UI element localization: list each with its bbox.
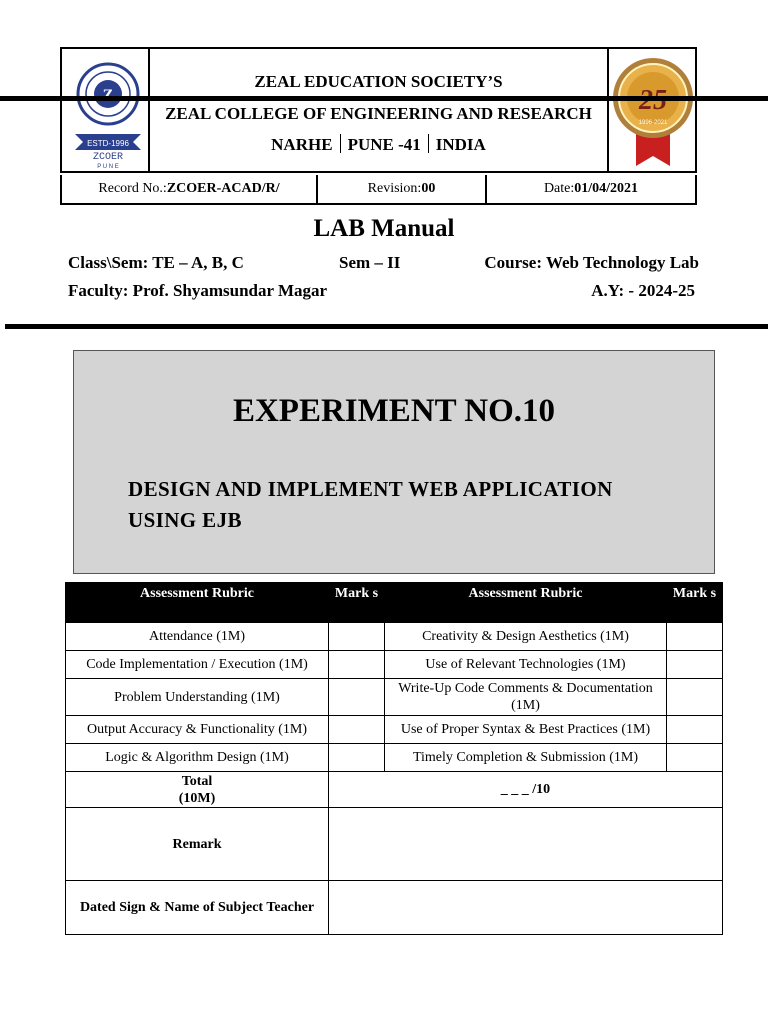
- total-value[interactable]: _ _ _ /10: [329, 772, 723, 808]
- marks-cell[interactable]: [667, 651, 723, 679]
- total-row: [66, 772, 723, 808]
- address-city: PUNE -41: [347, 135, 421, 154]
- marks-cell[interactable]: [667, 623, 723, 651]
- marks-cell[interactable]: [667, 679, 723, 716]
- address-separator: [428, 134, 429, 153]
- academic-year: A.Y: - 2024-25: [591, 281, 695, 300]
- table-row: [66, 716, 723, 744]
- column-header-rubric: Assessment Rubric: [66, 583, 329, 623]
- section-rule: [5, 324, 768, 329]
- rubric-item: Creativity & Design Aesthetics (1M): [385, 623, 667, 651]
- table-row: [66, 744, 723, 772]
- anniversary-badge-icon: [610, 48, 696, 170]
- table-row: [66, 623, 723, 651]
- college-address: [150, 134, 607, 155]
- column-header-marks: Mark s: [667, 583, 723, 623]
- faculty-name: Faculty: Prof. Shyamsundar Magar: [68, 281, 328, 300]
- signature-cell[interactable]: [329, 881, 723, 935]
- experiment-subtitle: [128, 474, 688, 536]
- rubric-item: Use of Proper Syntax & Best Practices (1M): [385, 716, 667, 744]
- class-sem: Class\Sem: TE – A, B, C: [68, 253, 244, 272]
- marks-cell[interactable]: [329, 716, 385, 744]
- experiment-box: [73, 350, 715, 574]
- svg-text:ESTD-1996: ESTD-1996: [87, 139, 129, 148]
- address-separator: [340, 134, 341, 153]
- column-header-marks: Mark s: [329, 583, 385, 623]
- marks-cell[interactable]: [329, 651, 385, 679]
- society-name: ZEAL EDUCATION SOCIETY’S: [254, 72, 503, 91]
- rubric-item: Logic & Algorithm Design (1M): [66, 744, 329, 772]
- semester: Sem – II: [339, 253, 401, 272]
- marks-cell[interactable]: [667, 744, 723, 772]
- rubric-item: Timely Completion & Submission (1M): [385, 744, 667, 772]
- badge-cell: [607, 47, 697, 173]
- svg-text:1996-2021: 1996-2021: [638, 120, 668, 126]
- column-header-rubric: Assessment Rubric: [385, 583, 667, 623]
- rubric-item: Problem Understanding (1M): [66, 679, 329, 716]
- svg-text:P U N E: P U N E: [97, 164, 119, 170]
- table-row: [66, 679, 723, 716]
- assessment-rubric-table: [65, 582, 723, 935]
- rubric-item: Output Accuracy & Functionality (1M): [66, 716, 329, 744]
- header-rule: [0, 96, 768, 101]
- record-date: Date: 01/04/2021: [543, 181, 639, 196]
- experiment-subtitle-line2: USING EJB: [128, 508, 242, 532]
- address-area: NARHE: [271, 135, 333, 154]
- remark-row: [66, 808, 723, 881]
- table-row: [66, 651, 723, 679]
- record-number: Record No.: ZCOER-ACAD/R/: [62, 175, 318, 203]
- table-header-row: [66, 583, 723, 623]
- course-name: Course: Web Technology Lab: [484, 253, 699, 272]
- marks-cell[interactable]: [329, 744, 385, 772]
- rubric-item: Attendance (1M): [66, 623, 329, 651]
- rubric-item: Code Implementation / Execution (1M): [66, 651, 329, 679]
- total-label: Total (10M): [66, 772, 329, 808]
- experiment-title: EXPERIMENT NO.10: [232, 393, 556, 429]
- svg-text:ZCOER: ZCOER: [92, 152, 124, 163]
- address-country: INDIA: [435, 135, 486, 154]
- marks-cell[interactable]: [329, 623, 385, 651]
- remark-cell[interactable]: [329, 808, 723, 881]
- rubric-item: Write-Up Code Comments & Documentation (1M): [385, 679, 667, 716]
- rubric-item: Use of Relevant Technologies (1M): [385, 651, 667, 679]
- marks-cell[interactable]: [329, 679, 385, 716]
- college-name: ZEAL COLLEGE OF ENGINEERING AND RESEARCH: [165, 104, 592, 123]
- marks-cell[interactable]: [667, 716, 723, 744]
- record-row: [60, 175, 697, 205]
- signature-row: [66, 881, 723, 935]
- logo-cell: [60, 47, 150, 173]
- college-logo-icon: [61, 48, 147, 170]
- experiment-subtitle-line1: DESIGN AND IMPLEMENT WEB APPLICATION: [128, 477, 613, 501]
- lab-manual-title: LAB Manual: [313, 215, 455, 242]
- remark-label: Remark: [66, 808, 329, 881]
- revision: Revision: 00: [318, 175, 487, 203]
- signature-label: Dated Sign & Name of Subject Teacher: [66, 881, 329, 935]
